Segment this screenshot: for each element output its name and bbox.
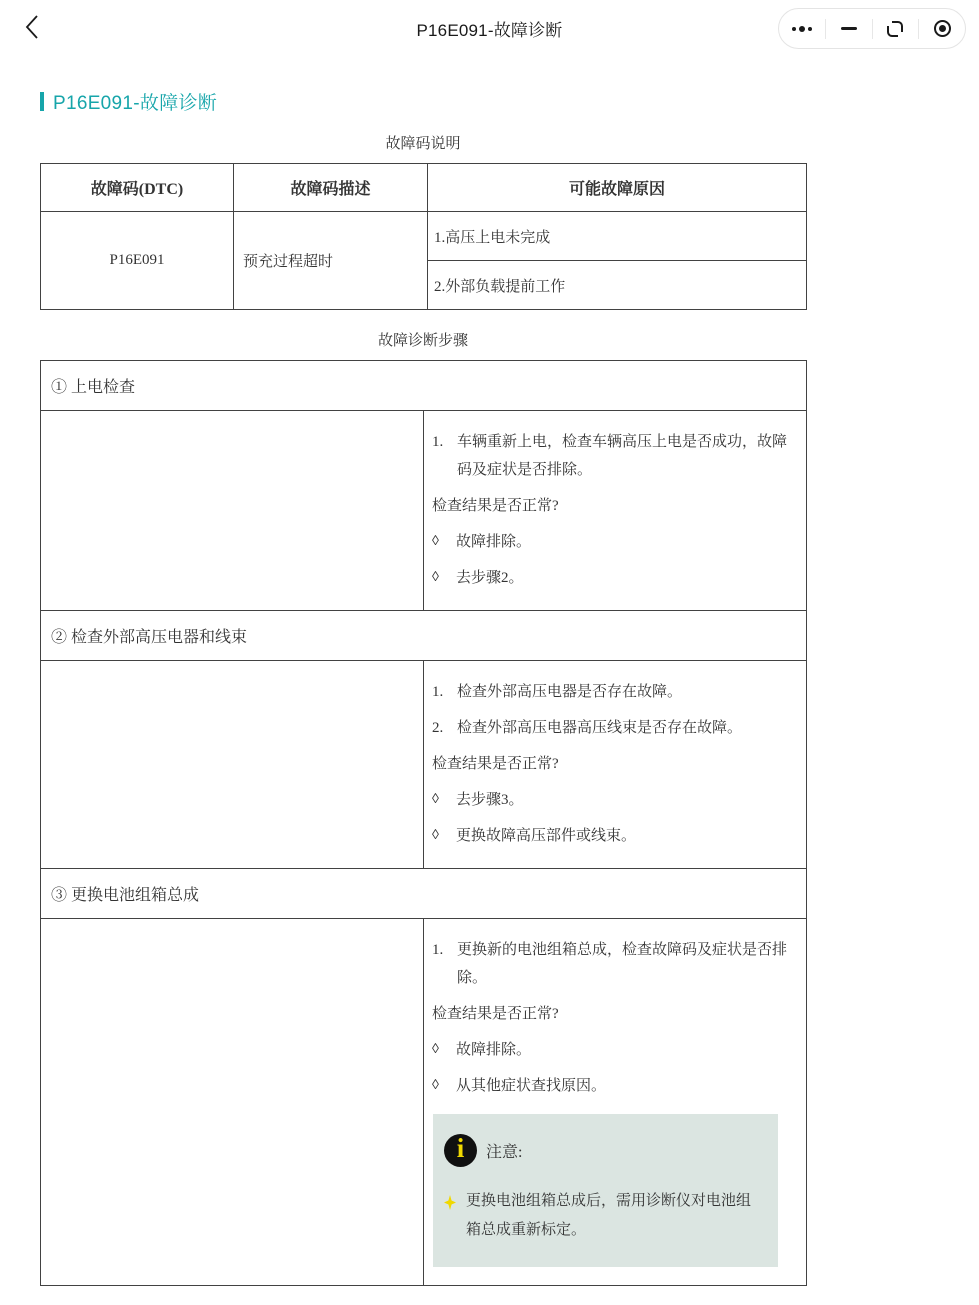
- window-capsule: [778, 8, 966, 49]
- lozenge-bullet: ◊: [432, 828, 439, 843]
- steps-table-caption: 故障诊断步骤: [377, 333, 468, 349]
- dtc-description-cell: 预充过程超时: [234, 212, 428, 310]
- lozenge-bullet: ◊: [432, 534, 439, 549]
- dtc-table-caption: 故障码说明: [385, 136, 461, 152]
- notice-header: [444, 1134, 762, 1167]
- result-item: ◊ 从其他症状查找原因。: [432, 1072, 796, 1100]
- dtc-col-header: 故障码(DTC): [41, 164, 234, 212]
- dtc-cause-cell: 2.外部负载提前工作: [428, 261, 807, 310]
- notice-title: 注意:: [486, 1144, 523, 1161]
- window-title: P16E091-故障诊断: [416, 21, 563, 40]
- step-illustration-cell: [41, 919, 424, 1286]
- result-item: ◊ 故障排除。: [432, 1036, 796, 1064]
- dtc-table: [40, 163, 807, 310]
- dtc-code-cell: P16E091: [41, 212, 234, 310]
- top-bar: [0, 0, 979, 57]
- step-action: 1. 车辆重新上电，检查车辆高压上电是否成功，故障码及症状是否排除。: [432, 434, 788, 478]
- lozenge-bullet: ◊: [432, 792, 439, 807]
- step-instructions-cell: [424, 919, 807, 1286]
- step-action: 1. 更换新的电池组箱总成，检查故障码及症状是否排除。: [432, 942, 788, 986]
- lozenge-bullet: ◊: [432, 1078, 439, 1093]
- step-illustration-cell: [41, 661, 424, 869]
- heading-accent-bar: [40, 92, 44, 111]
- info-icon: [444, 1134, 477, 1167]
- more-menu-button[interactable]: [779, 9, 825, 48]
- check-question: 检查结果是否正常?: [432, 1006, 559, 1022]
- more-dots-icon: [792, 26, 812, 32]
- lozenge-bullet: ◊: [432, 1042, 439, 1057]
- restore-icon: [887, 21, 903, 37]
- result-item: ◊ 去步骤3。: [432, 786, 796, 814]
- page-title: [40, 90, 806, 113]
- dtc-cause-col-header: 可能故障原因: [428, 164, 807, 212]
- step-label: ② 检查外部高压电器和线束: [41, 611, 807, 661]
- step-instructions-cell: [424, 411, 807, 611]
- close-circle-button[interactable]: [919, 9, 965, 48]
- result-item: ◊ 更换故障高压部件或线束。: [432, 822, 796, 850]
- step-label: ① 上电检查: [41, 361, 807, 411]
- lozenge-bullet: ◊: [432, 570, 439, 585]
- dtc-cause-cell: 1.高压上电未完成: [428, 212, 807, 261]
- check-question: 检查结果是否正常?: [432, 756, 559, 772]
- step-label: ③ 更换电池组箱总成: [41, 869, 807, 919]
- dtc-desc-col-header: 故障码描述: [234, 164, 428, 212]
- step-action: 2. 检查外部高压电器高压线束是否存在故障。: [432, 720, 743, 736]
- diagnosis-steps-table: [40, 360, 807, 1286]
- notice-item: 更换电池组箱总成后，需用诊断仪对电池组箱总成重新标定。: [444, 1187, 762, 1245]
- step-action: 1. 检查外部高压电器是否存在故障。: [432, 684, 683, 700]
- minimize-icon: [841, 27, 857, 30]
- notice-box: [433, 1114, 778, 1267]
- minimize-button[interactable]: [826, 9, 872, 48]
- circle-dot-icon: [934, 20, 951, 37]
- restore-window-button[interactable]: [873, 9, 919, 48]
- document-body: [40, 90, 806, 1286]
- step-instructions-cell: [424, 661, 807, 869]
- diamond-bullet-icon: [444, 1195, 456, 1210]
- result-item: ◊ 去步骤2。: [432, 564, 796, 592]
- page-title-text: P16E091-故障诊断: [53, 93, 218, 114]
- check-question: 检查结果是否正常?: [432, 498, 559, 514]
- step-illustration-cell: [41, 411, 424, 611]
- result-item: ◊ 故障排除。: [432, 528, 796, 556]
